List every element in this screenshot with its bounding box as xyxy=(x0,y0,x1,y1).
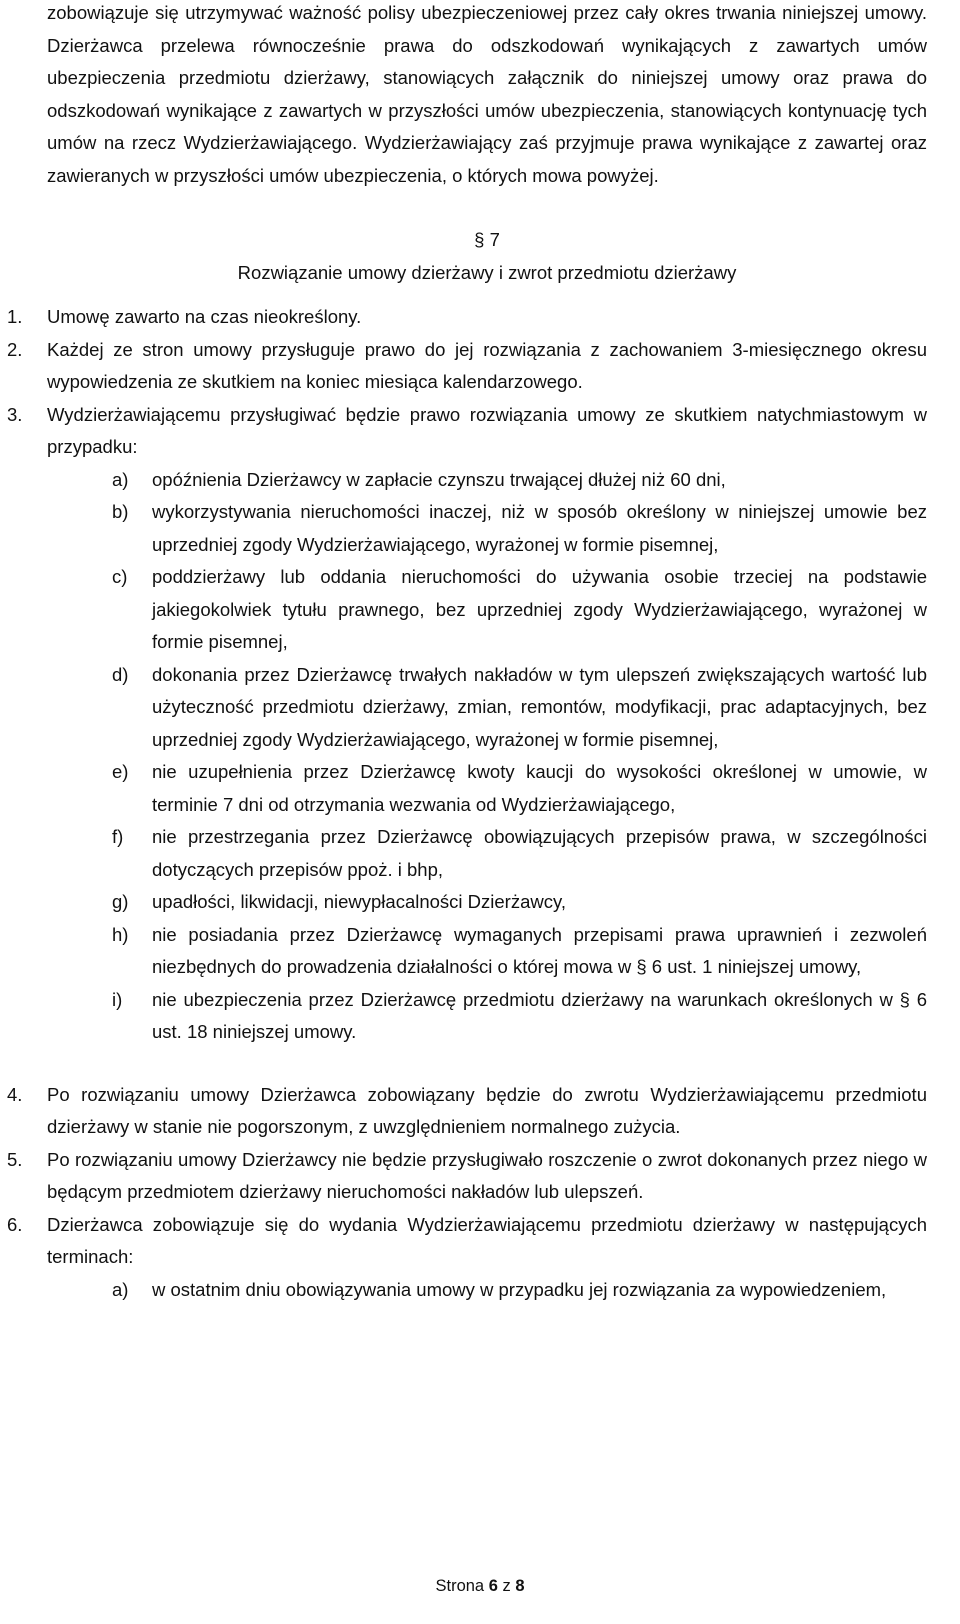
sub-item-letter: a) xyxy=(112,1278,129,1300)
sub-item-letter: e) xyxy=(112,761,129,782)
sub-item-letter: d) xyxy=(112,663,129,685)
item-text: Po rozwiązaniu umowy Dzierżawca zobowiązany będzie do zwrotu Wydzierżawiającemu przedmiotu dzierżawy w stanie nie pogorszonym, z uwzględnieniem normalnego zużycia. xyxy=(47,1083,927,1137)
sub-list-item xyxy=(112,1274,927,1307)
item-text: Każdej ze stron umowy przysługuje prawo do jej rozwiązania z zachowaniem 3-miesięcznego okresu wypowiedzenia ze skutkiem na koniec miesiąca kalendarzowego. xyxy=(47,338,927,392)
section-number: § 7 xyxy=(474,229,500,250)
sub-list-item xyxy=(112,886,927,919)
document-page xyxy=(7,0,927,1306)
sub-list-item xyxy=(112,821,927,886)
page-label: Strona xyxy=(435,1577,485,1595)
sub-item-text: wykorzystywania nieruchomości inaczej, niż w sposób określony w niniejszej umowie bez uprzedniej zgody Wydzierżawiającego, wyrażonej w formie pisemnej, xyxy=(152,501,927,555)
item-number: 1. xyxy=(7,306,23,327)
sub-list-item xyxy=(112,464,927,497)
current-page-number: 6 xyxy=(488,1577,498,1595)
list-item xyxy=(7,1079,927,1144)
sub-item-letter: f) xyxy=(112,826,124,847)
sub-list-item xyxy=(112,984,927,1049)
item-number: 2. xyxy=(7,338,23,360)
item-text: Dzierżawca zobowiązuje się do wydania Wydzierżawiającemu przedmiotu dzierżawy w następujących terminach: xyxy=(47,1213,927,1267)
sub-item-letter: h) xyxy=(112,923,129,945)
sub-item-letter: c) xyxy=(112,566,128,587)
sub-item-letter: a) xyxy=(112,468,129,490)
sub-item-text: nie przestrzegania przez Dzierżawcę obowiązujących przepisów prawa, w szczególności dotyczących przepisów ppoż. i bhp, xyxy=(152,826,927,880)
sub-item-text: poddzierżawy lub oddania nieruchomości do używania osobie trzeciej na podstawie jakiegokolwiek tytułu prawnego, bez uprzedniej zgody Wydzierżawiającego, wyrażonej w formie pisemnej, xyxy=(152,566,927,652)
sub-list-item xyxy=(112,659,927,757)
sub-item-text: w ostatnim dniu obowiązywania umowy w przypadku jej rozwiązania za wypowiedzeniem, xyxy=(152,1278,887,1300)
item-number: 3. xyxy=(7,403,23,425)
list-item xyxy=(7,399,927,464)
sub-list-item xyxy=(112,496,927,561)
sublist-termination-grounds xyxy=(47,464,927,1049)
list-item xyxy=(7,1144,927,1209)
sub-list-item xyxy=(112,561,927,659)
list-item xyxy=(7,334,927,399)
total-pages-number: 8 xyxy=(515,1577,525,1595)
item-text: Wydzierżawiającemu przysługiwać będzie prawo rozwiązania umowy ze skutkiem natychmiastowym w przypadku: xyxy=(47,403,927,457)
intro-paragraph: zobowiązuje się utrzymywać ważność polisy ubezpieczeniowej przez cały okres trwania niniejszej umowy. Dzierżawca przelewa równocześnie prawa do odszkodowań wynikających z zawartych umów ubezpieczenia przedmiotu dzierżawy, stanowiących załącznik do niniejszej umowy oraz prawa do odszkodowań wynikające z zawartych w przyszłości umów ubezpieczenia, stanowiących kontynuację tych umów na rzecz Wydzierżawiającego. Wydzierżawiający zaś przyjmuje prawa wynikające z zawartej oraz zawieranych w przyszłości umów ubezpieczenia, o których mowa powyżej. xyxy=(47,2,927,186)
sub-item-letter: i) xyxy=(112,988,123,1010)
item-number: 6. xyxy=(7,1213,23,1235)
sublist-return-dates xyxy=(47,1274,927,1307)
item-number: 5. xyxy=(7,1148,23,1170)
sub-item-text: nie uzupełnienia przez Dzierżawcę kwoty kaucji do wysokości określonej w umowie, w terminie 7 dni od otrzymania wezwania od Wydzierżawiającego, xyxy=(152,761,927,815)
section-title: Rozwiązanie umowy dzierżawy i zwrot przedmiotu dzierżawy xyxy=(237,261,737,283)
sub-item-text: opóźnienia Dzierżawcy w zapłacie czynszu trwającej dłużej niż 60 dni, xyxy=(152,468,726,490)
page-footer xyxy=(0,1574,960,1598)
list-item xyxy=(7,1209,927,1274)
page-separator: z xyxy=(502,1577,511,1595)
sub-item-text: nie ubezpieczenia przez Dzierżawcę przedmiotu dzierżawy na warunkach określonych w § 6 ust. 18 niniejszej umowy. xyxy=(152,988,927,1042)
list-item xyxy=(7,301,927,334)
item-text: Po rozwiązaniu umowy Dzierżawcy nie będzie przysługiwało roszczenie o zwrot dokonanych przez niego w będącym przedmiotem dzierżawy nieruchomości nakładów lub ulepszeń. xyxy=(47,1148,927,1202)
sub-item-letter: b) xyxy=(112,501,129,522)
item-number: 4. xyxy=(7,1083,23,1105)
sub-item-letter: g) xyxy=(112,891,129,912)
sub-list-item xyxy=(112,756,927,821)
sub-list-item xyxy=(112,919,927,984)
item-text: Umowę zawarto na czas nieokreślony. xyxy=(47,306,362,327)
sub-item-text: upadłości, likwidacji, niewypłacalności Dzierżawcy, xyxy=(152,891,567,912)
sub-item-text: nie posiadania przez Dzierżawcę wymaganych przepisami prawa uprawnień i zezwoleń niezbędnych do prowadzenia działalności o której mowa w § 6 ust. 1 niniejszej umowy, xyxy=(152,923,927,977)
sub-item-text: dokonania przez Dzierżawcę trwałych nakładów w tym ulepszeń zwiększających wartość lub użyteczność przedmiotu dzierżawy, zmian, remontów, modyfikacji, prac adaptacyjnych, bez uprzedniej zgody Wydzierżawiającego, wyrażonej w formie pisemnej, xyxy=(152,663,927,750)
